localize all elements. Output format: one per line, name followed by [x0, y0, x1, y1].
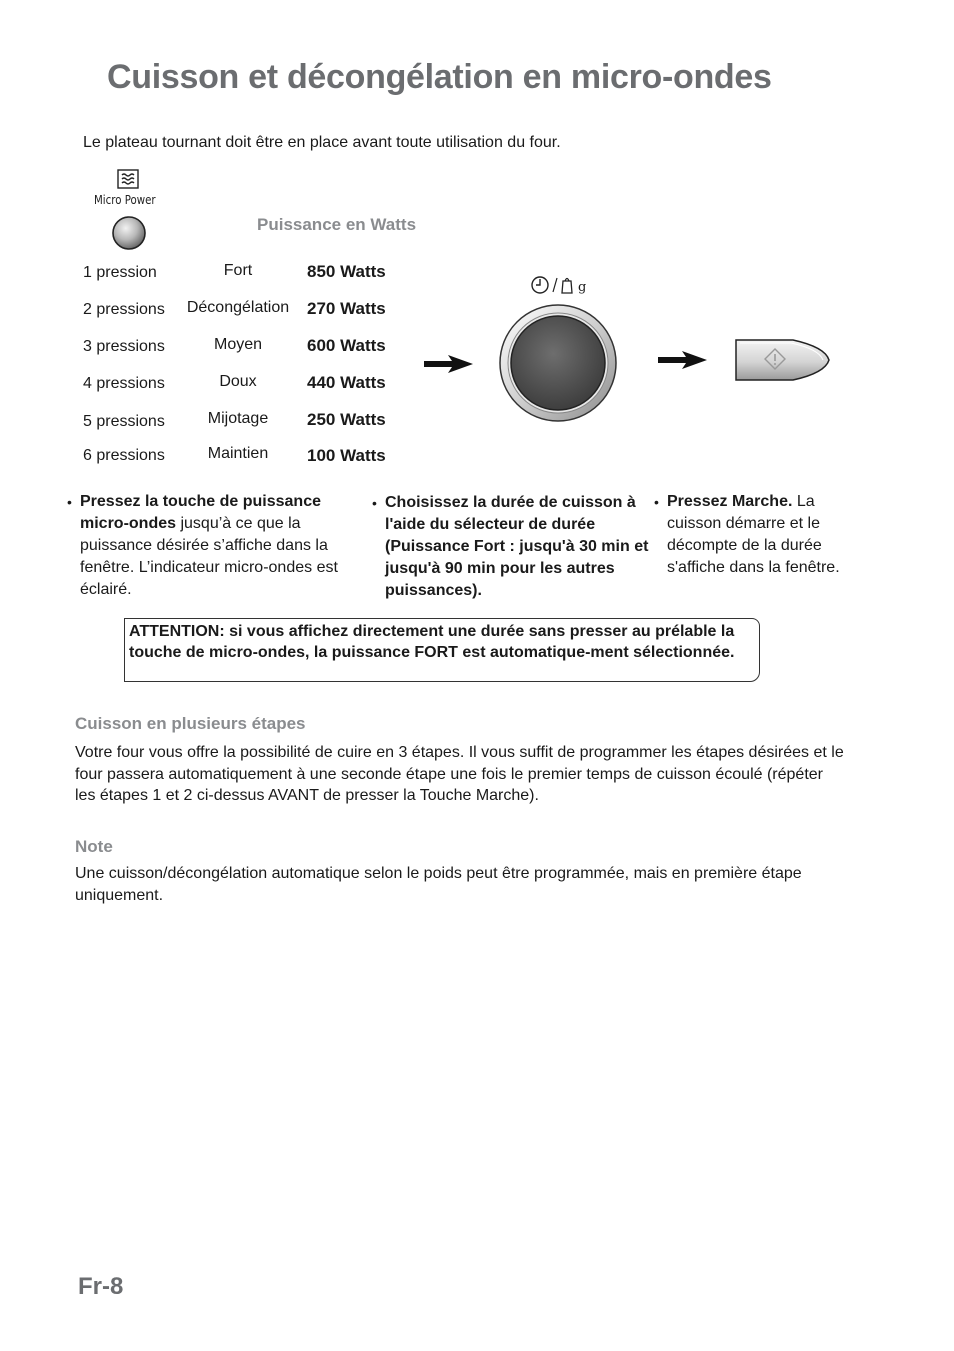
instruction-step-3-bold: Pressez Marche. — [667, 493, 793, 510]
row-presses: 4 pressions — [83, 375, 165, 392]
microwave-waves-icon — [117, 169, 139, 194]
row-watts: 250 Watts — [307, 410, 386, 429]
attention-box: ATTENTION: si vous affichez directement une durée sans presser au prélable la touche de micro-ondes, la puissance FORT est automatique-ment sélectionnée. — [124, 618, 760, 682]
row-watts: 850 Watts — [307, 262, 386, 281]
arrow-right-icon — [658, 350, 708, 375]
timer-dial[interactable] — [497, 302, 619, 429]
start-button[interactable] — [733, 337, 831, 388]
row-mode: Moyen — [213, 336, 263, 353]
micro-power-button[interactable] — [111, 215, 147, 256]
row-mode: Mijotage — [207, 410, 269, 427]
note-heading: Note — [75, 837, 113, 856]
note-text: Une cuisson/décongélation automatique selon le poids peut être programmée, mais en première étape uniquement. — [75, 865, 802, 904]
row-presses: 1 pression — [83, 264, 157, 281]
row-watts: 100 Watts — [307, 446, 386, 465]
micro-power-label: Micro Power — [94, 193, 156, 207]
page-title: Cuisson et décongélation en micro-ondes — [107, 58, 772, 96]
instruction-step-2 — [385, 492, 651, 602]
multi-stage-heading: Cuisson en plusieurs étapes — [75, 714, 306, 733]
bullet: • — [372, 495, 377, 511]
weight-unit-label: g — [578, 280, 587, 295]
row-watts: 270 Watts — [307, 299, 386, 318]
row-mode: Fort — [223, 262, 253, 279]
instruction-step-3 — [667, 491, 847, 579]
instruction-step-1-bold: Pressez la touche de puissance micro-ondes — [80, 493, 321, 532]
power-table-header: Puissance en Watts — [257, 215, 417, 234]
row-presses: 3 pressions — [83, 338, 165, 355]
instruction-step-1-text: jusqu’à ce que la puissance désirée s’affiche dans la fenêtre. L’indicateur micro-ondes est éclairé. — [80, 515, 338, 598]
row-mode: Doux — [219, 373, 257, 390]
instruction-step-2-b: Puissance Fort : jusqu'à 30 min et jusqu'à 90 min pour les autres puissances). — [385, 538, 649, 599]
instruction-step-2-a: Choisissez la durée de cuisson à l'aide du sélecteur de durée ( — [385, 494, 636, 555]
bullet: • — [67, 494, 72, 510]
row-mode: Décongélation — [186, 299, 290, 316]
multi-stage-text: Votre four vous offre la possibilité de cuire en 3 étapes. Il vous suffit de programmer les étapes désirées et le four passera automatiquement à une seconde étape une fois le premier temps de cuisson écoulé (répéter les étapes 1 et 2 ci-dessus AVANT de presser la Touche Marche). — [75, 744, 844, 804]
row-watts: 440 Watts — [307, 373, 386, 392]
instruction-step-1 — [80, 491, 365, 601]
row-mode: Maintien — [207, 445, 269, 462]
arrow-right-icon — [424, 354, 474, 379]
row-presses: 6 pressions — [83, 447, 165, 464]
row-presses: 5 pressions — [83, 413, 165, 430]
intro-text: Le plateau tournant doit être en place avant toute utilisation du four. — [83, 134, 561, 151]
row-watts: 600 Watts — [307, 336, 386, 355]
page-number: Fr-8 — [78, 1273, 124, 1300]
bullet: • — [654, 494, 659, 510]
timer-weight-icon — [530, 274, 576, 301]
row-presses: 2 pressions — [83, 301, 165, 318]
instruction-step-3-text: La cuisson démarre et le décompte de la durée s'affiche dans la fenêtre. — [667, 493, 840, 576]
